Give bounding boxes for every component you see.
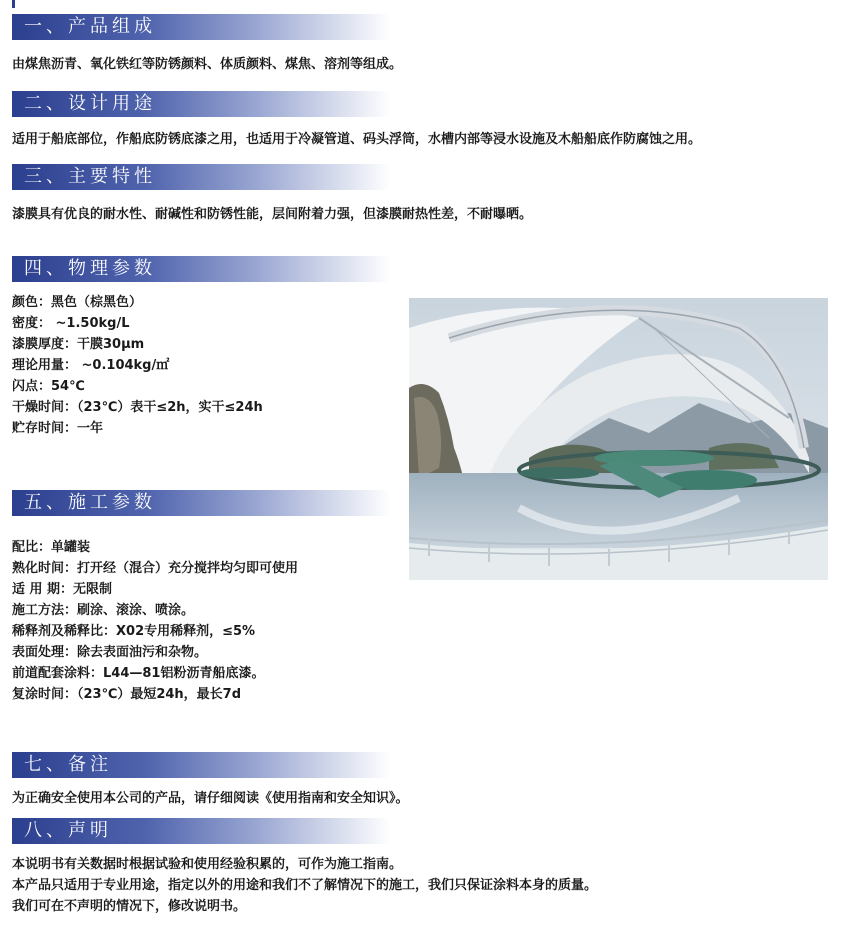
application-params-list	[12, 537, 298, 705]
param-recoat-time: 复涂时间：（23℃）最短24h，最长7d	[12, 687, 242, 702]
statement-list	[12, 854, 597, 917]
section-header-statement: 八、声明	[12, 818, 390, 844]
param-application-method: 施工方法：刷涂、滚涂、喷涂。	[12, 603, 195, 618]
param-surface-prep: 表面处理：除去表面油污和杂物。	[12, 645, 208, 660]
param-density: 密度： ~1.50kg/L	[12, 316, 130, 331]
statement-line-2: 本产品只适用于专业用途，指定以外的用途和我们不了解情况下的施工，我们只保证涂料本身的质量。	[12, 878, 598, 893]
statement-line-1: 本说明书有关数据时根据试验和使用经验积累的，可作为施工指南。	[12, 857, 403, 872]
remarks-text: 为正确安全使用本公司的产品，请仔细阅读《使用指南和安全知识》。	[12, 791, 409, 806]
product-application-photo	[409, 298, 828, 580]
section-header-remarks: 七、备注	[12, 752, 390, 778]
param-thinner: 稀释剂及稀释比：X02专用稀释剂，≤5%	[12, 624, 256, 639]
param-induction-time: 熟化时间：打开经（混合）充分搅拌均匀即可使用	[12, 561, 299, 576]
param-storage-time: 贮存时间：一年	[12, 421, 104, 436]
composition-text: 由煤焦沥青、氧化铁红等防锈颜料、体质颜料、煤焦、溶剂等组成。	[12, 57, 403, 72]
param-pot-life: 适 用 期：无限制	[12, 582, 113, 597]
param-coverage: 理论用量： ~0.104kg/㎡	[12, 358, 170, 373]
features-text: 漆膜具有优良的耐水性、耐碱性和防锈性能，层间附着力强，但漆膜耐热性差，不耐曝晒。	[12, 207, 533, 222]
param-mix-ratio: 配比：单罐装	[12, 540, 91, 555]
param-primer: 前道配套涂料：L44—81铝粉沥青船底漆。	[12, 666, 265, 681]
section-header-application-params: 五、施工参数	[12, 490, 390, 516]
param-film-thickness: 漆膜厚度：干膜30μm	[12, 337, 145, 352]
param-flash-point: 闪点：54℃	[12, 379, 85, 394]
statement-line-3: 我们可在不声明的情况下，修改说明书。	[12, 899, 247, 914]
section-header-composition: 一、产品组成	[12, 14, 390, 40]
param-color: 颜色：黑色（棕黑色）	[12, 295, 143, 310]
section-header-physical-params: 四、物理参数	[12, 256, 390, 282]
section-header-usage: 二、设计用途	[12, 91, 390, 117]
physical-params-list	[12, 292, 263, 439]
param-drying-time: 干燥时间：（23℃）表干≤2h，实干≤24h	[12, 400, 263, 415]
section-header-features: 三、主要特性	[12, 164, 390, 190]
top-accent-line	[12, 0, 15, 8]
usage-text: 适用于船底部位，作船底防锈底漆之用，也适用于冷凝管道、码头浮筒，水槽内部等浸水设施及木船船底作防腐蚀之用。	[12, 132, 702, 147]
